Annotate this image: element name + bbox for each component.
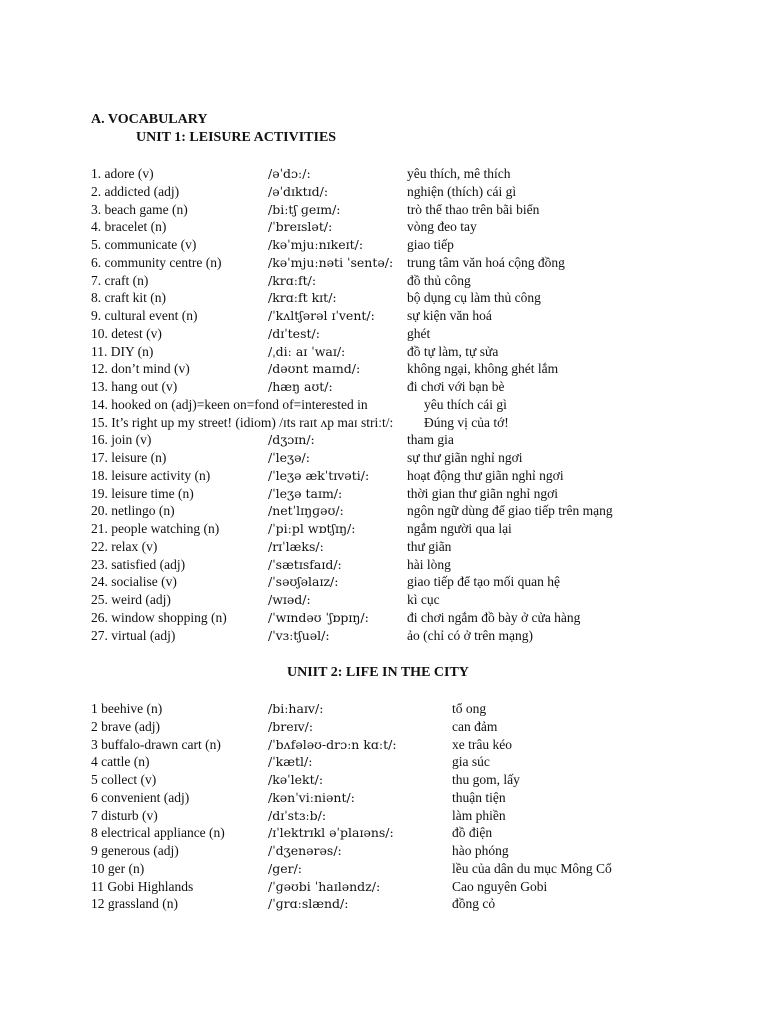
vocab-phonetic: /dʒɔɪn/:	[268, 432, 315, 448]
vocab-word: 8 electrical appliance (n)	[91, 825, 225, 841]
vocab-phonetic: /ˈɡrɑːslænd/:	[268, 896, 349, 912]
vocab-meaning: giao tiếp để tạo mối quan hệ	[407, 574, 560, 590]
vocab-row	[0, 573, 768, 591]
vocab-word: 6 convenient (adj)	[91, 789, 190, 805]
vocab-meaning: yêu thích cái gì	[424, 396, 507, 412]
vocab-phonetic: /dɪˈstɜːb/:	[268, 807, 327, 823]
vocab-row	[0, 165, 768, 183]
vocab-row	[0, 824, 768, 842]
vocab-word: 9 generous (adj)	[91, 843, 179, 858]
vocab-phonetic: /ger/:	[268, 860, 303, 876]
vocab-row	[0, 520, 768, 538]
vocab-meaning: đồ tự làm, tự sửa	[407, 343, 499, 359]
vocab-row	[0, 254, 768, 272]
vocab-row	[0, 201, 768, 219]
vocab-phonetic: /netˈlɪŋɡəʊ/:	[268, 503, 344, 519]
vocab-meaning: ngôn ngữ dùng để giao tiếp trên mạng	[407, 503, 613, 519]
vocab-phonetic: /dɪˈtest/:	[268, 325, 320, 341]
vocab-word: 6. community centre (n)	[91, 254, 222, 270]
vocab-meaning: thư giãn	[407, 538, 452, 554]
vocab-row	[0, 431, 768, 449]
vocab-meaning: trò thể thao trên bãi biển	[407, 201, 540, 217]
vocab-meaning: can đảm	[452, 718, 498, 734]
vocab-row	[0, 807, 768, 825]
vocab-word: 2. addicted (adj)	[91, 183, 180, 199]
vocab-row	[0, 449, 768, 467]
vocab-word: 16. join (v)	[91, 432, 152, 448]
vocab-row	[0, 538, 768, 556]
vocab-row	[0, 700, 768, 718]
vocab-word: 5. communicate (v)	[91, 237, 197, 252]
vocab-phonetic: /kəˈmjuːnɪkeɪt/:	[268, 237, 364, 252]
vocab-word: 27. virtual (adj)	[91, 627, 176, 643]
unit1-title: UNIT 1: LEISURE ACTIVITIES	[136, 130, 337, 145]
vocab-word: 7. craft (n)	[91, 272, 149, 288]
vocab-row	[0, 467, 768, 485]
vocab-meaning: đồng cỏ	[452, 896, 496, 912]
vocab-meaning: hài lòng	[407, 556, 451, 572]
vocab-meaning: trung tâm văn hoá cộng đồng	[407, 254, 565, 270]
vocab-word: 18. leisure activity (n)	[91, 467, 211, 483]
vocab-meaning: kì cục	[407, 592, 440, 607]
vocab-phonetic: /krɑːft/:	[268, 272, 317, 288]
vocab-phonetic: /hæŋ aʊt/:	[268, 379, 333, 394]
vocab-row	[0, 860, 768, 878]
vocab-row	[0, 627, 768, 645]
vocab-phonetic: /ˈsætɪsfaɪd/:	[268, 556, 342, 572]
vocab-word: 2 brave (adj)	[91, 718, 160, 734]
vocab-phonetic: /ˈdʒenərəs/:	[268, 843, 342, 858]
vocab-word: 4 cattle (n)	[91, 754, 150, 770]
vocab-word: 13. hang out (v)	[91, 379, 178, 394]
vocab-row	[0, 842, 768, 860]
vocab-word: 21. people watching (n)	[91, 521, 220, 536]
vocab-phonetic: /ˈkʌltʃərəl ɪˈvent/:	[268, 308, 375, 323]
vocab-row	[0, 343, 768, 361]
vocab-meaning: đồ thủ công	[407, 272, 471, 288]
vocab-word: 5 collect (v)	[91, 772, 157, 787]
vocab-phonetic: /ˈpiːpl wɒtʃɪŋ/:	[268, 521, 356, 536]
vocab-word: 4. bracelet (n)	[91, 219, 167, 235]
vocab-phonetic: /əˈdɪktɪd/:	[268, 183, 329, 199]
vocab-meaning: đồ điện	[452, 825, 493, 841]
vocab-line-text: 15. It’s right up my street! (idiom) /ɪts raɪt ʌp maɪ striːt/:	[91, 414, 394, 430]
vocab-phonetic: /biːhaɪv/:	[268, 701, 324, 716]
vocab-row	[0, 609, 768, 627]
vocab-line-text: 14. hooked on (adj)=keen on=fond of=interested in	[91, 396, 368, 412]
vocab-word: 11 Gobi Highlands	[91, 878, 194, 894]
vocab-row	[0, 895, 768, 913]
vocab-phonetic: /ˈleʒə/:	[268, 450, 310, 465]
vocab-word: 25. weird (adj)	[91, 592, 171, 607]
vocab-row	[0, 414, 768, 432]
vocab-word: 11. DIY (n)	[91, 343, 154, 359]
vocab-phonetic: /kənˈviːniənt/:	[268, 789, 355, 805]
vocab-phonetic: /ˈvɜːtʃuəl/:	[268, 627, 330, 643]
vocab-meaning: bộ dụng cụ làm thủ công	[407, 290, 541, 306]
section-title: A. VOCABULARY	[91, 112, 208, 127]
vocab-row	[0, 502, 768, 520]
vocab-word: 10 ger (n)	[91, 860, 145, 876]
vocab-phonetic: /ˈbreɪslət/:	[268, 219, 333, 235]
vocab-meaning: nghiện (thích) cái gì	[407, 183, 517, 199]
vocab-meaning: ghét	[407, 325, 431, 341]
vocab-phonetic: /kəˈlekt/:	[268, 772, 324, 787]
vocab-meaning: đi chơi ngắm đồ bày ở cửa hàng	[407, 609, 581, 625]
vocab-meaning: ngắm người qua lại	[407, 521, 512, 536]
vocab-meaning: thuận tiện	[452, 789, 506, 805]
vocab-word: 8. craft kit (n)	[91, 290, 166, 306]
vocab-meaning: hoạt động thư giãn nghỉ ngơi	[407, 467, 564, 483]
vocab-row	[0, 272, 768, 290]
vocab-meaning: xe trâu kéo	[452, 736, 512, 752]
vocab-phonetic: /ˈɡəʊbi ˈhaɪləndz/:	[268, 878, 381, 894]
vocab-word: 23. satisfied (adj)	[91, 556, 186, 572]
vocab-phonetic: /ˈbʌfələʊ-drɔːn kɑːt/:	[268, 736, 397, 752]
vocab-word: 1 beehive (n)	[91, 701, 163, 716]
vocab-word: 26. window shopping (n)	[91, 609, 227, 625]
vocab-meaning: hào phóng	[452, 843, 509, 858]
vocab-meaning: thu gom, lấy	[452, 772, 520, 787]
vocab-row	[0, 878, 768, 896]
vocab-row	[0, 378, 768, 396]
vocab-meaning: sự kiện văn hoá	[407, 308, 492, 323]
vocab-row	[0, 289, 768, 307]
vocab-meaning: lều của dân du mục Mông Cổ	[452, 860, 612, 876]
vocab-meaning: không ngại, không ghét lắm	[407, 361, 559, 377]
vocab-row	[0, 307, 768, 325]
vocab-meaning: vòng đeo tay	[407, 219, 477, 235]
vocab-word: 3 buffalo-drawn cart (n)	[91, 736, 221, 752]
vocab-row	[0, 718, 768, 736]
vocab-meaning: sự thư giãn nghỉ ngơi	[407, 450, 523, 465]
vocab-meaning: đi chơi với bạn bè	[407, 379, 505, 394]
vocab-meaning: làm phiền	[452, 807, 506, 823]
vocab-meaning: ảo (chỉ có ở trên mạng)	[407, 627, 533, 643]
vocab-word: 22. relax (v)	[91, 538, 158, 554]
vocab-meaning: tham gia	[407, 432, 454, 448]
vocab-row	[0, 236, 768, 254]
vocab-row	[0, 753, 768, 771]
vocab-row	[0, 789, 768, 807]
vocab-meaning: gia súc	[452, 754, 490, 770]
vocab-word: 17. leisure (n)	[91, 450, 167, 465]
vocab-meaning: thời gian thư giãn nghỉ ngơi	[407, 485, 558, 501]
vocab-phonetic: /dəʊnt maɪnd/:	[268, 361, 361, 377]
vocab-meaning: Cao nguyên Gobi	[452, 878, 548, 894]
vocab-word: 9. cultural event (n)	[91, 308, 198, 323]
vocab-word: 12. don’t mind (v)	[91, 361, 190, 377]
vocab-word: 10. detest (v)	[91, 325, 162, 341]
vocab-phonetic: /rɪˈlæks/:	[268, 538, 324, 554]
vocab-row	[0, 591, 768, 609]
vocab-phonetic: /wɪəd/:	[268, 592, 311, 607]
vocab-phonetic: /ˈleʒə taɪm/:	[268, 485, 343, 501]
vocab-meaning: giao tiếp	[407, 237, 454, 252]
vocab-phonetic: /kəˈmjuːnəti ˈsentə/:	[268, 254, 394, 270]
vocab-word: 1. adore (v)	[91, 166, 154, 181]
vocab-word: 20. netlingo (n)	[91, 503, 175, 519]
vocab-phonetic: /ɪˈlektrɪkl əˈplaɪəns/:	[268, 825, 394, 841]
vocab-word: 19. leisure time (n)	[91, 485, 194, 501]
unit2-title: UNIIT 2: LIFE IN THE CITY	[287, 665, 469, 680]
vocab-phonetic: /əˈdɔː/:	[268, 166, 311, 181]
vocab-phonetic: /ˈkætl/:	[268, 754, 313, 770]
vocab-row	[0, 218, 768, 236]
vocab-row	[0, 485, 768, 503]
vocab-phonetic: /ˌdiː aɪ ˈwaɪ/:	[268, 343, 346, 359]
vocab-word: 3. beach game (n)	[91, 201, 188, 217]
vocab-phonetic: /krɑːft kɪt/:	[268, 290, 337, 306]
vocab-phonetic: /ˈsəʊʃəlaɪz/:	[268, 574, 339, 590]
vocab-meaning: Đúng vị của tớ!	[424, 414, 509, 430]
vocab-phonetic: /ˈwɪndəʊ ˈʃɒpɪŋ/:	[268, 609, 369, 625]
vocab-word: 12 grassland (n)	[91, 896, 178, 912]
vocab-row	[0, 396, 768, 414]
vocab-row	[0, 325, 768, 343]
vocab-row	[0, 771, 768, 789]
vocab-row	[0, 360, 768, 378]
vocab-meaning: yêu thích, mê thích	[407, 166, 511, 181]
vocab-phonetic: /ˈleʒə ækˈtɪvəti/:	[268, 467, 370, 483]
vocab-phonetic: /breɪv/:	[268, 718, 314, 734]
vocab-word: 7 disturb (v)	[91, 807, 158, 823]
vocab-row	[0, 556, 768, 574]
vocab-phonetic: /biːtʃ ɡeɪm/:	[268, 201, 341, 217]
vocab-row	[0, 183, 768, 201]
vocab-meaning: tổ ong	[452, 701, 487, 716]
vocab-row	[0, 736, 768, 754]
vocab-word: 24. socialise (v)	[91, 574, 177, 590]
